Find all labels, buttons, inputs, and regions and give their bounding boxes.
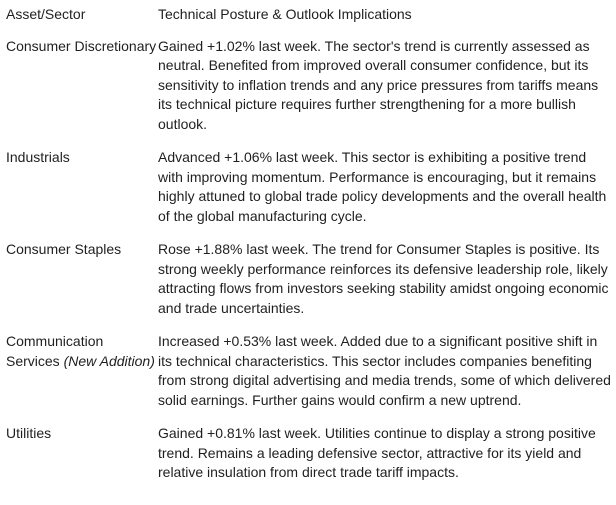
- posture-cell: Advanced +1.06% last week. This sector is exhibiting a positive trend with improving momentum. Performance is encouraging, but it remains highly attuned to global trade policy developments and the overall health of the global manufacturing cycle.: [158, 149, 607, 224]
- table-row: [0, 332, 616, 424]
- posture-cell: Increased +0.53% last week. Added due to a significant positive shift in its technical characteristics. This sector includes companies benefiting from strong digital advertising and media trends, some of which delivered solid earnings. Further gains would confirm a new uptrend.: [158, 333, 611, 408]
- header-technical-posture: Technical Posture & Outlook Implications: [158, 6, 412, 22]
- table-header: [0, 0, 616, 37]
- posture-cell: Rose +1.88% last week. The trend for Consumer Staples is positive. Its strong weekly performance reinforces its defensive leadership role, likely attracting flows from investors seeking stability amidst ongoing economic and trade uncertainties.: [158, 241, 609, 316]
- asset-cell: [0, 148, 158, 240]
- asset-cell: [0, 424, 158, 497]
- header-asset-sector: Asset/Sector: [6, 6, 86, 22]
- table-row: [0, 148, 616, 240]
- asset-name: Utilities: [6, 425, 52, 441]
- table-row: [0, 37, 616, 149]
- posture-cell: Gained +0.81% last week. Utilities continue to display a strong positive trend. Remains a leading defensive sector, attractive for its yield and relative insulation from direct trade tariff impacts.: [158, 425, 596, 480]
- asset-name: Communication Services: [6, 333, 104, 369]
- asset-cell: [0, 240, 158, 332]
- table-body: [0, 37, 616, 497]
- asset-cell: [0, 332, 158, 424]
- asset-cell: [0, 37, 158, 149]
- posture-cell: Gained +1.02% last week. The sector's trend is currently assessed as neutral. Benefited from improved overall consumer confidence, but its sensitivity to inflation trends and any price pressures from tariffs means its technical picture requires further strengthening for a more bullish outlook.: [158, 37, 599, 132]
- new-addition-note: (New Addition): [63, 352, 155, 369]
- table-row: [0, 424, 616, 497]
- asset-name: Consumer Staples: [6, 241, 122, 257]
- asset-name: Consumer Discretionary: [6, 37, 157, 54]
- header-row: [0, 0, 616, 37]
- asset-name: Industrials: [6, 149, 70, 165]
- table-row: [0, 240, 616, 332]
